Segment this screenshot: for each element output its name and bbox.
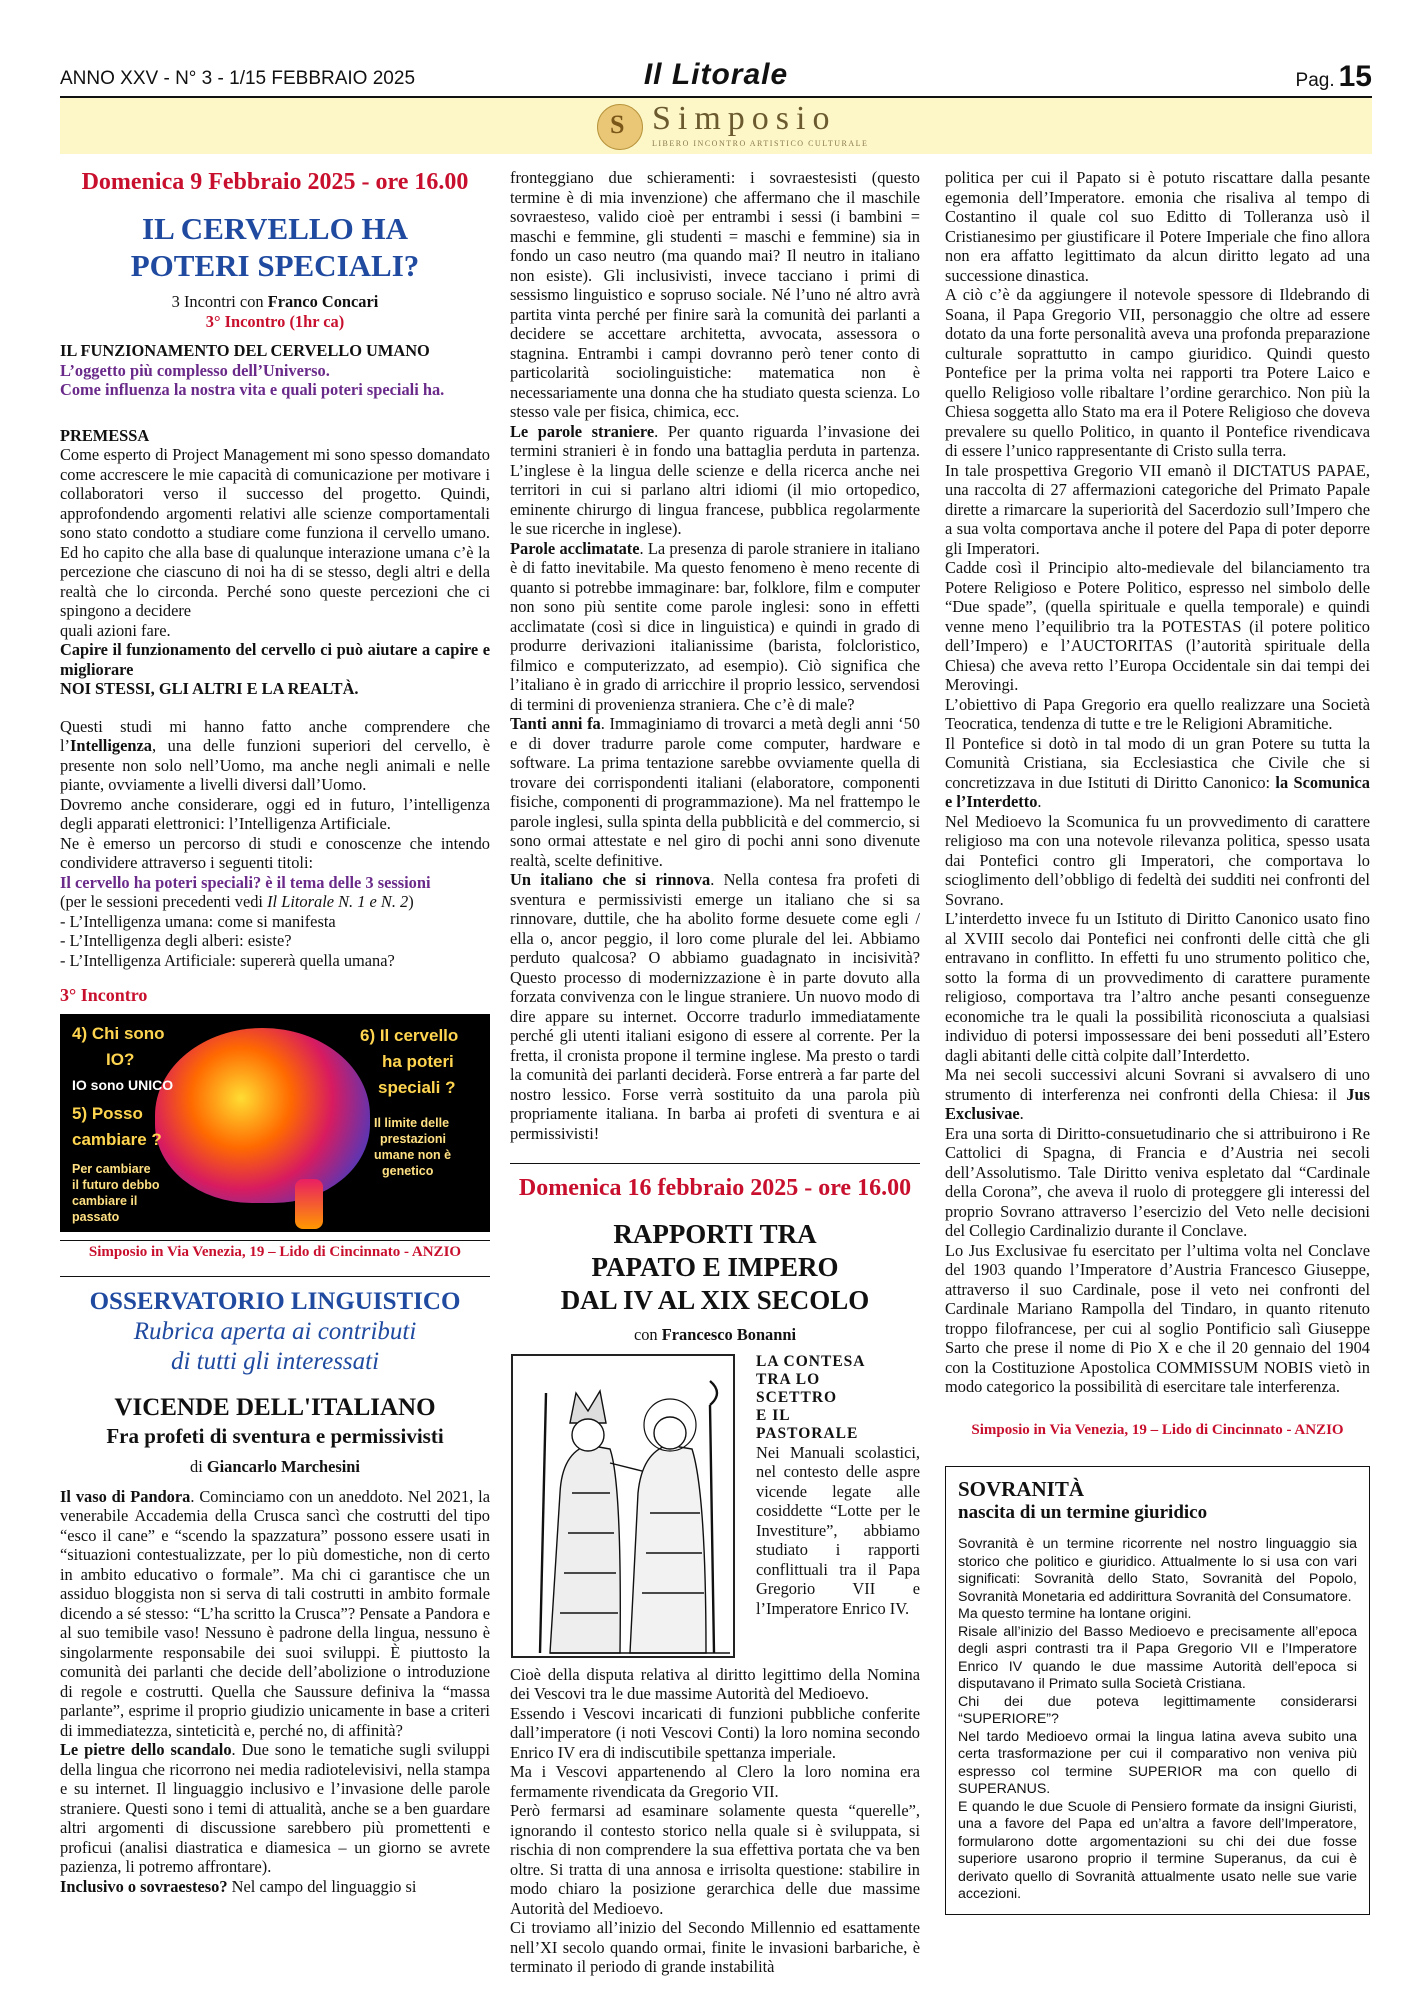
event2-footer: Simposio in Via Venezia, 19 – Lido di Cincinnato - ANZIO	[971, 1421, 1344, 1438]
meetings-prefix: 3 Incontri con	[171, 292, 268, 311]
para-text: . Due sono le tematiche sugli sviluppi della lingua che ricorrono nei media radiotelevisivi, nella stampa e su internet. Il linguaggio inclusivo e l’invasione delle parole straniere. Questi sono i temi di attualità, anche se a ben guardare altri argomenti di discussione sarebbero più promettenti e proficui (analisi diastratica e diamesica – un giorno se avrete pazienza, li potremo affrontare).	[60, 1740, 490, 1876]
article-para: politica per cui il Papato si è potuto riscattare dalla pesante egemonia dell’Imperatore. emonia che risaliva al tempo di Costantino il quale col suo Editto di Tolleranza usò il Cristianesimo per giustificare il Potere Imperiale che fino allora non era affatto legittimato da alcun diritto legato ad una successione dinastica.	[945, 168, 1370, 285]
article-para	[510, 870, 920, 1143]
box-para: Ma questo termine ha lontane origini.	[958, 1606, 1192, 1622]
brain-glow-graphic	[155, 1028, 370, 1203]
box-para: E quando le due Scuole di Pensiero formate da insigni Giuristi, una a favore del Papa ed un’altra a favore dell’Imperatore, formularono dotte argomentazioni su chi dei due fosse superiore usarono proprio il termine Superanus, da cui è derivato quello di Sovranità attualmente usato nelle sue varie accezioni.	[958, 1798, 1357, 1902]
engraving-text	[756, 1353, 920, 1619]
sovranita-subtitle: nascita di un termine giuridico	[958, 1502, 1208, 1523]
event2-title-line2: PAPATO E IMPERO	[591, 1252, 839, 1282]
ai-para: Dovremo anche considerare, oggi ed in futuro, l’intelligenza degli apparati elettronici: l’Intelligenza Artificiale.	[60, 794, 490, 833]
prev-a: (per le sessioni precedenti vedi	[60, 892, 268, 911]
event1-meetings	[60, 292, 490, 312]
brain-label: Il limite delle	[374, 1115, 450, 1130]
brain-label: IO?	[106, 1049, 135, 1069]
para-bold: Jus Exclusivae	[945, 1084, 1370, 1123]
article-para	[945, 1065, 1370, 1124]
article-para: L’obiettivo di Papa Gregorio era quello realizzare una Società Teocratica, tendenza di tutte e tre le Religioni Abramitiche.	[945, 694, 1370, 733]
article-para	[510, 422, 920, 539]
premessa-bold1: Capire il funzionamento del cervello ci può aiutare a capire e migliorare	[60, 640, 490, 679]
box-para: Nel tardo Medioevo ormai la lingua latina aveva subito una certa trasformazione per cui il comparativo non veniva più espresso col termine SUPERIOR ma con quello di SUPERANUS.	[958, 1728, 1357, 1797]
article-para	[60, 1487, 490, 1741]
topic-item: - L’Intelligenza Artificiale: supererà quella umana?	[60, 950, 395, 970]
prev-c: )	[408, 892, 414, 911]
article-para: Ma i Vescovi appartenendo al Clero la loro nomina era fermamente rivendicata da Gregorio VII.	[510, 1762, 920, 1801]
para-heading: Un italiano che si rinnova	[510, 870, 711, 889]
para-heading: Le pietre dello scandalo	[60, 1740, 232, 1759]
para-text: Ma nei secoli successivi alcuni Sovrani si avvalsero di uno strumento di interferenza nei confronti della Chiesa: il	[945, 1065, 1370, 1104]
brain-label: Per cambiare	[72, 1161, 151, 1176]
brain-label: genetico	[382, 1163, 434, 1178]
observatory-sub2: di tutti gli interessati	[170, 1348, 380, 1375]
caption-line: LA CONTESA	[756, 1352, 866, 1370]
para-text: .	[1019, 1104, 1024, 1123]
brain-label: il futuro debbo	[72, 1177, 160, 1192]
article-title: VICENDE DELL'ITALIANO	[114, 1394, 436, 1421]
page-header	[60, 60, 1372, 98]
article-para: Nel Medioevo la Scomunica fu un provvedimento di carattere religioso ma con una notevole rilevanza politica, spesso usata dai Pontefici contro gli Imperatori, che comportava lo scioglimento dell’obbligo di fedeltà dei sudditi nei confronti del Sovrano.	[945, 811, 1370, 909]
observatory-title: OSSERVATORIO LINGUISTICO	[89, 1288, 461, 1315]
event2-title-line1: RAPPORTI TRA	[613, 1219, 817, 1249]
article-para: Lo Jus Exclusivae fu esercitato per l’ultima volta nel Conclave del 1903 quando l’Imperatore d’Austria Francesco Giuseppe, attraverso il suo Cardinale, pose il veto nei confronti del Cardinale Mariano Rampolla del Tindaro, in quanto ritenuto troppo filofrancese, per cui al soglio Pontificio salì Giuseppe Sarto che prese il nome di Pio X e che il 20 gennaio del 1904 con la Costituzione Apostolica COMMISSUM NOBIS vietò in modo categorico la possibilità di esercitare tale interferenza.	[945, 1240, 1370, 1396]
engraving-body: Nei Manuali scolastici, nel contesto delle aspre vicende legate alle cosiddette “Lotte per le Investiture”, abbiamo studiato i rapporti conflittuali tra il Papa Gregorio VII e l’Imperatore Enrico IV.	[756, 1442, 920, 1618]
brain-label: speciali ?	[378, 1077, 456, 1097]
article-para: fronteggiano due schieramenti: i sovraestesisti (questo termine è di mia invenzione) che affermano che il maschile sovraesteso, valido cioè per entrambi i sessi (i bambini = maschi e femmine, gli studenti = maschi e femmine) sia in fondo un caso neutro (ma quando mai? Il neutro in italiano non esiste). Gli inclusivisti, invece tacciano i primi di sessismo linguistico e sopruso sociale. Né l’uno né altro avrà partita vinta perché per finire sarà la comunità dei parlanti a decidere se accettare architetta, avvocata, assessora o stagnina. Entrambi i campi dovranno però tener conto di particolarità sociolinguistiche: matematica non è necessariamente una donna che ha studiato questa scienza. Lo stesso vale per fisica, chimica, ecc.	[510, 168, 920, 421]
para-text: . Immaginiamo di trovarci a metà degli anni ‘50 e di dover tradurre parole come computer, hardware e software. La prima tentazione sarebbe ovviamente quella di trovare dei corrispondenti italiani (elaboratore, componenti fisiche, componenti di programmazione). Ma nel frattempo le parole inglesi, sulla spinta della pubblicità e del commercio, si sono ormai attestate e nel giro di pochi anni sono divenute realtà, scelte definitive.	[510, 714, 920, 870]
caption-line: TRA LO	[756, 1370, 821, 1388]
event1-speaker: Franco Concari	[267, 292, 379, 311]
article-para: Però fermarsi ad esaminare solamente questa “querelle”, ignorando il contesto storico nella quale si è sviluppata, si rischia di non comprendere la sua effettiva portata che va ben oltre. Si tratta di una annosa e irrisolta questione: stabilire in modo chiaro la posizione gerarchica delle due massime Autorità del Medioevo.	[510, 1801, 920, 1918]
theme-line: Il cervello ha poteri speciali? è il tema delle 3 sessioni	[60, 872, 431, 892]
event2-speaker: Francesco Bonanni	[661, 1325, 797, 1344]
article-para: Era una sorta di Diritto-consuetudinario che si attribuirono i Re Cattolici di Spagna, di Francia e d’Austria nei secoli dell’Assolutismo. Tale Diritto veniva espletato dal “Cardinale della Corona”, che aveva il ruolo di proteggere gli interessi del proprio Sovrano attraverso l’esercizio del Veto nelle decisioni del Collegio Cardinalizio durante il Conclave.	[945, 1123, 1370, 1240]
event1-third: 3° Incontro (1hr ca)	[205, 311, 345, 331]
topic-item: - L’Intelligenza umana: come si manifesta	[60, 911, 336, 931]
article-para	[510, 714, 920, 870]
box-para: Sovranità è un termine ricorrente nel nostro linguaggio sia storico che politico e giuridico. Attualmente lo si usa con vari significati: Sovranità dello Stato, Sovranità del Popolo, Sovranità Monetaria ed addirittura Sovranità del Consumatore.	[958, 1536, 1357, 1605]
brain-label: IO sono UNICO	[72, 1076, 174, 1093]
simposio-brand: Simposio	[652, 100, 837, 137]
caption-line: SCETTRO	[756, 1388, 838, 1406]
intel-c: , una delle funzioni superiori del cervello, è presente non solo nell’Uomo, ma anche negli animali e nelle piante, ovviamente a livelli diversi dall’Uomo.	[60, 736, 490, 794]
para-heading: Il vaso di Pandora	[60, 1486, 191, 1506]
previous-sessions	[60, 892, 490, 912]
page-label: Pag.	[1295, 70, 1335, 91]
event1-question1: L’oggetto più complesso dell’Universo.	[60, 360, 330, 380]
article-para: Cioè della disputa relativa al diritto legittimo della Nomina dei Vescovi tra le due massime Autorità del Medioevo.	[510, 1664, 920, 1703]
event2-date: Domenica 16 febbraio 2025 - ore 16.00	[518, 1175, 912, 1201]
event2-with	[510, 1325, 920, 1345]
article-byline	[60, 1457, 490, 1477]
article-para: In tale prospettiva Gregorio VII emanò il DICTATUS PAPAE, una raccolta di 27 affermazioni categoriche del Primato Papale dirette a rimarcare la superiorità del Sacerdozio sull’Impero che a sua volta comportava anche il potere del Papa di poter deporre gli Imperatori.	[945, 460, 1370, 558]
brain-label: 6) Il cervello	[360, 1025, 459, 1045]
para-bold: la Scomunica e l’Interdetto	[945, 772, 1370, 811]
page-number	[1296, 60, 1372, 94]
article-para: A ciò c’è da aggiungere il notevole spessore di Ildebrando di Soana, il Papa Gregorio VII, personaggio che oltre ad essere dotato da una forte personalità aveva una profonda preparazione culturale soprattutto in campo giuridico. Quindi questo Pontefice per la prima volta nei rapporti tra Potere Laico e quello Religioso volle ribaltare l’ordine gerarchico. Non più la Chiesa soggetta allo Stato ma era il Potere Religioso che doveva prevalere su quello Politico, in quanto il Pontefice rivendicava di essere l’unico rappresentante di Cristo sulla terra.	[945, 285, 1370, 460]
brain-label: 4) Chi sono	[72, 1023, 165, 1043]
event2-title-line3: DAL IV AL XIX SECOLO	[560, 1285, 870, 1315]
article-subtitle: Fra profeti di sventura e permissivisti	[106, 1424, 444, 1448]
event1-title-line1: IL CERVELLO HA	[142, 211, 408, 246]
brain-label: ha poteri	[382, 1051, 454, 1071]
article-para: L’interdetto invece fu un Istituto di Diritto Canonico usato fino al XVIII secolo dai Pontefici nei confronti delle città che gli entravano in conflitto. In effetti fu uno strumento politico che, sotto la forma di un provvedimento di carattere puramente religioso, comportava tra l’altro anche pesanti conseguenze economiche tra le quali la possibilità riconosciuta a qualsiasi individuo di potersi impossessare dei beni posseduti all’Estero dagli abitanti delle città colpite dall’Interdetto.	[945, 909, 1370, 1065]
observatory-sub1: Rubrica aperta ai contributi	[133, 1318, 417, 1345]
brain-label: cambiare ?	[72, 1129, 162, 1149]
article-author: Giancarlo Marchesini	[206, 1457, 360, 1476]
issue-info: ANNO XXV - N° 3 - 1/15 FEBBRAIO 2025	[60, 68, 416, 89]
brain-label: umane non è	[374, 1147, 452, 1162]
pope-emperor-engraving	[510, 1353, 736, 1659]
brain-image	[60, 1014, 490, 1232]
sovranita-box	[945, 1466, 1370, 1915]
simposio-logo-icon: S	[597, 104, 643, 150]
brain-label: prestazioni	[380, 1131, 446, 1146]
engraving-section	[510, 1353, 920, 1665]
caption-line: PASTORALE	[756, 1424, 859, 1442]
article-para: Essendo i Vescovi incaricati di funzioni pubbliche conferite dall’imperatore (i noti Vescovi Conti) la loro nomina secondo Enrico IV era di indiscutibile spettanza imperiale.	[510, 1703, 920, 1762]
column-2	[510, 168, 920, 1977]
event1-date: Domenica 9 Febbraio 2025 - ore 16.00	[81, 169, 469, 195]
prev-b: Il Litorale N. 1 e N. 2	[267, 892, 409, 911]
para-text: . Cominciamo con un aneddoto. Nel 2021, la venerabile Accademia della Crusca sancì che costrutti del tipo “esco il cane” e “scendo la spazzatura” possono essere usati in “situazioni contestualizzate, per lo più domestiche, non di certo in ambito educativo o formale”. Ma chi ci garantisce che un assiduo bloggista non si serva di tali costrutti in ambito formale dicendo a sé stesso: “L’ha scritto la Crusca”? Pensate a Pandora e al suo temibile vaso! Nessuno è padrone della lingua, nessuno è singolarmente responsabile dei suoi sviluppi. È piuttosto la comunità dei parlanti che decide dell’abolizione o introduzione di regole e costrutti. Quella che Saussure definiva la “massa parlante”, esprime il proprio giudizio unicamente in base a criteri di immediatezza, sinteticità e, perché no, di affinità?	[60, 1486, 490, 1740]
para-text: . Per quanto riguarda l’invasione dei termini stranieri è in fondo una battaglia perduta in partenza. L’inglese è la lingua delle scienze e della ricerca anche nei territori in cui si parlano altri idiomi (il mio ortopedico, eminente chirurgo di lingua francese, pubblica regolarmente le sue ricerche in inglese).	[510, 421, 920, 538]
simposio-tagline: LIBERO INCONTRO ARTISTICO CULTURALE	[652, 139, 869, 148]
intel-a: Questi studi mi hanno fatto anche comprendere che l’	[60, 716, 490, 755]
para-heading: Le parole straniere	[510, 421, 655, 441]
para-heading: Parole acclimatate	[510, 538, 640, 558]
article-para	[945, 734, 1370, 812]
incontro-label: 3° Incontro	[60, 985, 148, 1005]
simposio-banner	[60, 98, 1372, 154]
brain-label: 5) Posso	[72, 1103, 143, 1123]
event1-footer: Simposio in Via Venezia, 19 – Lido di Cincinnato - ANZIO	[60, 1240, 490, 1263]
intel-b: Intelligenza	[70, 736, 152, 755]
caption-line: E IL	[756, 1406, 791, 1424]
para-heading: Tanti anni fa	[510, 714, 601, 733]
premessa-bold2: NOI STESSI, GLI ALTRI E LA REALTÀ.	[60, 679, 359, 698]
article-para	[510, 539, 920, 715]
brain-stem-graphic	[295, 1179, 323, 1229]
path-para: Ne è emerso un percorso di studi e conoscenze che intendo condividere attraverso i seguenti titoli:	[60, 833, 490, 872]
event1-section: IL FUNZIONAMENTO DEL CERVELLO UMANO	[60, 341, 430, 360]
column-1	[60, 168, 490, 1896]
para-text: . La presenza di parole straniere in italiano è di fatto inevitabile. Ma questo fenomeno è meno recente di quanto si potrebbe immaginare: bar, folklore, film e computer non sono più sentite come parole inglesi: sono in effetti acclimatate (così si dice in linguistica) e quindi in grado di produrre derivazioni italianissime (barista, folcloristico, filmico e computerizzato, ad esempio). Ciò significa che l’italiano è in grado di arricchire il proprio lessico, servendosi di termini di provenienza straniera. Che c’è di male?	[510, 538, 920, 714]
article-para: Cadde così il Principio alto-medievale del bilanciamento tra Potere Religioso e Potere Politico, espresso nel simbolo delle “Due spade”, (quella spirituale e quella temporale) e quindi venne meno l’equilibrio tra la POTESTAS (il potere politico dell’Impero) e l’AUCTORITAS (l’autorità spirituale della Chiesa) che aveva retto l’Europa Occidentale sin dai tempi dei Merovingi.	[945, 558, 1370, 694]
article-para	[60, 1877, 490, 1897]
article-para: Ci troviamo all’inizio del Secondo Millennio ed esattamente nell’XI secolo quando ormai, finite le invasioni barbariche, è terminato il periodo di grande instabilità	[510, 1918, 920, 1976]
para-text: .	[1037, 792, 1042, 811]
para-text: Nel campo del linguaggio si	[227, 1876, 417, 1896]
intelligence-para	[60, 717, 490, 795]
brain-label: cambiare il	[72, 1193, 138, 1208]
page-number-value: 15	[1338, 60, 1372, 93]
with-prefix: con	[633, 1325, 662, 1344]
box-para: Risale all’inizio del Basso Medioevo e precisamente all’epoca degli aspri contrasti tra il Papa Gregorio VII e l’Imperatore Enrico IV quando le due massime Autorità dell’epoca si disputavano il Primato sulla Società Cristiana.	[958, 1623, 1357, 1692]
premessa-text: Come esperto di Project Management mi sono spesso domandato come accrescere le mie capacità di comunicazione per motivare i collaboratori verso il successo del progetto. Quindi, approfondendo argomenti relativi alle scienze comportamentali sono stato condotto a studiare come funziona il cervello umano. Ed ho capito che alla base di qualunque interazione umana c’è la percezione che ciascuno di noi ha di se stesso, degli altri e della realtà che lo circonda. Perché sono queste percezioni che ci spingono a decidere	[60, 445, 490, 620]
article-para	[60, 1740, 490, 1877]
column-3	[945, 168, 1370, 1915]
paper-title: Il Litorale	[643, 58, 789, 91]
box-para: Chi dei due poteva legittimamente considerarsi “SUPERIORE”?	[958, 1693, 1357, 1727]
brain-label: passato	[72, 1209, 120, 1224]
premessa-text-2: quali azioni fare.	[60, 620, 171, 640]
sovranita-title: SOVRANITÀ	[958, 1477, 1085, 1501]
topic-item: - L’Intelligenza degli alberi: esiste?	[60, 931, 292, 950]
event1-question2: Come influenza la nostra vita e quali poteri speciali ha.	[60, 380, 445, 399]
event1-title-line2: POTERI SPECIALI?	[130, 248, 420, 283]
para-heading: Inclusivo o sovraesteso?	[60, 1876, 228, 1896]
para-text: . Nella contesa fra profeti di sventura e permissivisti emerge un italiano che si sa rinnovare, duttile, che ha abolito forme desuete come egli / ella o, ancor peggio, il loro come plurale del lei. Abbiamo perduto qualcosa? O abbiamo guadagnato in incisività? Questo processo di modernizzazione è in parte dovuto alla forzata convivenza con le lingue straniere. Un nuovo modo di dire appare su internet. Occorre tradurlo immediatamente perché gli utenti italiani esigono di essere al corrente. Per la fretta, il cronista propone il termine inglese. Ma presto o tardi la comunità dei parlanti deciderà. Forse entrerà a far parte del nostro lessico. Forse verrà sostituito da una parola più propriamente italiana. In barba ai profeti di sventura e ai permissivisti!	[510, 870, 921, 1143]
byline-prefix: di	[190, 1457, 207, 1476]
para-text: Il Pontefice si dotò in tal modo di un gran Potere su tutta la Comunità Cristiana, sia Ecclesiastica che Civile che si concretizzava in due Istituti di Diritto Canonico:	[945, 733, 1370, 792]
premessa-heading: PREMESSA	[60, 425, 150, 445]
